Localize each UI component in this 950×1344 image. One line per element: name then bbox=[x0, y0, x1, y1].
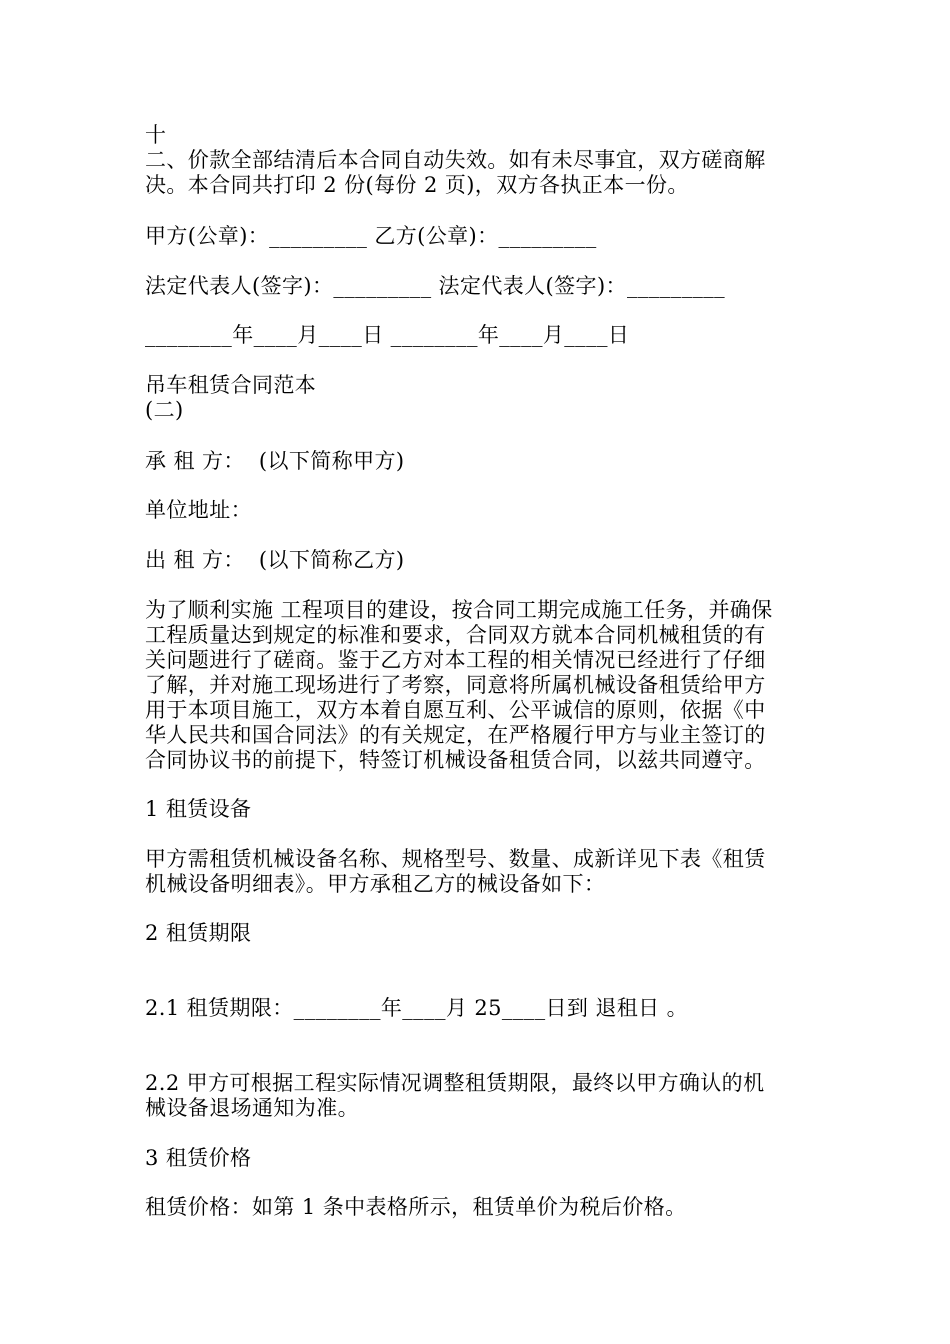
text-line: 二、价款全部结清后本合同自动失效。如有未尽事宜，双方磋商解 bbox=[145, 148, 766, 172]
paragraph-line: 关问题进行了磋商。鉴于乙方对本工程的相关情况已经进行了仔细 bbox=[145, 648, 766, 672]
lessee-line: 承 租 方： (以下简称甲方) bbox=[145, 449, 405, 473]
paragraph-line: 合同协议书的前提下，特签订机械设备租赁合同，以兹共同遵守。 bbox=[145, 748, 766, 772]
clause-line: 2.2 甲方可根据工程实际情况调整租赁期限，最终以甲方确认的机 bbox=[145, 1071, 765, 1095]
paragraph-line: 华人民共和国合同法》的有关规定，在严格履行甲方与业主签订的 bbox=[145, 723, 766, 747]
text-line: 十 bbox=[145, 123, 167, 147]
section-heading: 2 租赁期限 bbox=[145, 921, 252, 945]
document-title: 吊车租赁合同范本 bbox=[145, 373, 317, 397]
clause-line: 2.1 租赁期限：________年____月 25____日到 退租日 。 bbox=[145, 996, 689, 1020]
paragraph-line: 了解，并对施工现场进行了考察，同意将所属机械设备租赁给甲方 bbox=[145, 673, 766, 697]
text-line: 决。本合同共打印 2 份(每份 2 页)，双方各执正本一份。 bbox=[145, 173, 689, 197]
paragraph-line: 机械设备明细表》。甲方承租乙方的械设备如下： bbox=[145, 872, 606, 896]
signature-line-seal: 甲方(公章)：_________ 乙方(公章)：_________ bbox=[145, 224, 597, 248]
lessor-line: 出 租 方： (以下简称乙方) bbox=[145, 548, 405, 572]
date-line: ________年____月____日 ________年____月____日 bbox=[145, 323, 630, 347]
address-line: 单位地址： bbox=[145, 498, 252, 522]
paragraph-line: 工程质量达到规定的标准和要求，合同双方就本合同机械租赁的有 bbox=[145, 623, 766, 647]
document-subtitle: (二) bbox=[145, 398, 184, 422]
section-heading: 3 租赁价格 bbox=[145, 1146, 252, 1170]
paragraph-line: 甲方需租赁机械设备名称、规格型号、数量、成新详见下表《租赁 bbox=[145, 847, 766, 871]
paragraph-line: 租赁价格：如第 1 条中表格所示，租赁单价为税后价格。 bbox=[145, 1195, 687, 1219]
paragraph-line: 为了顺利实施 工程项目的建设，按合同工期完成施工任务，并确保 bbox=[145, 598, 773, 622]
signature-line-representative: 法定代表人(签字)：_________ 法定代表人(签字)：_________ bbox=[145, 274, 726, 298]
section-heading: 1 租赁设备 bbox=[145, 797, 252, 821]
clause-line: 械设备退场通知为准。 bbox=[145, 1096, 359, 1120]
paragraph-line: 用于本项目施工，双方本着自愿互利、公平诚信的原则，依据《中 bbox=[145, 698, 766, 722]
